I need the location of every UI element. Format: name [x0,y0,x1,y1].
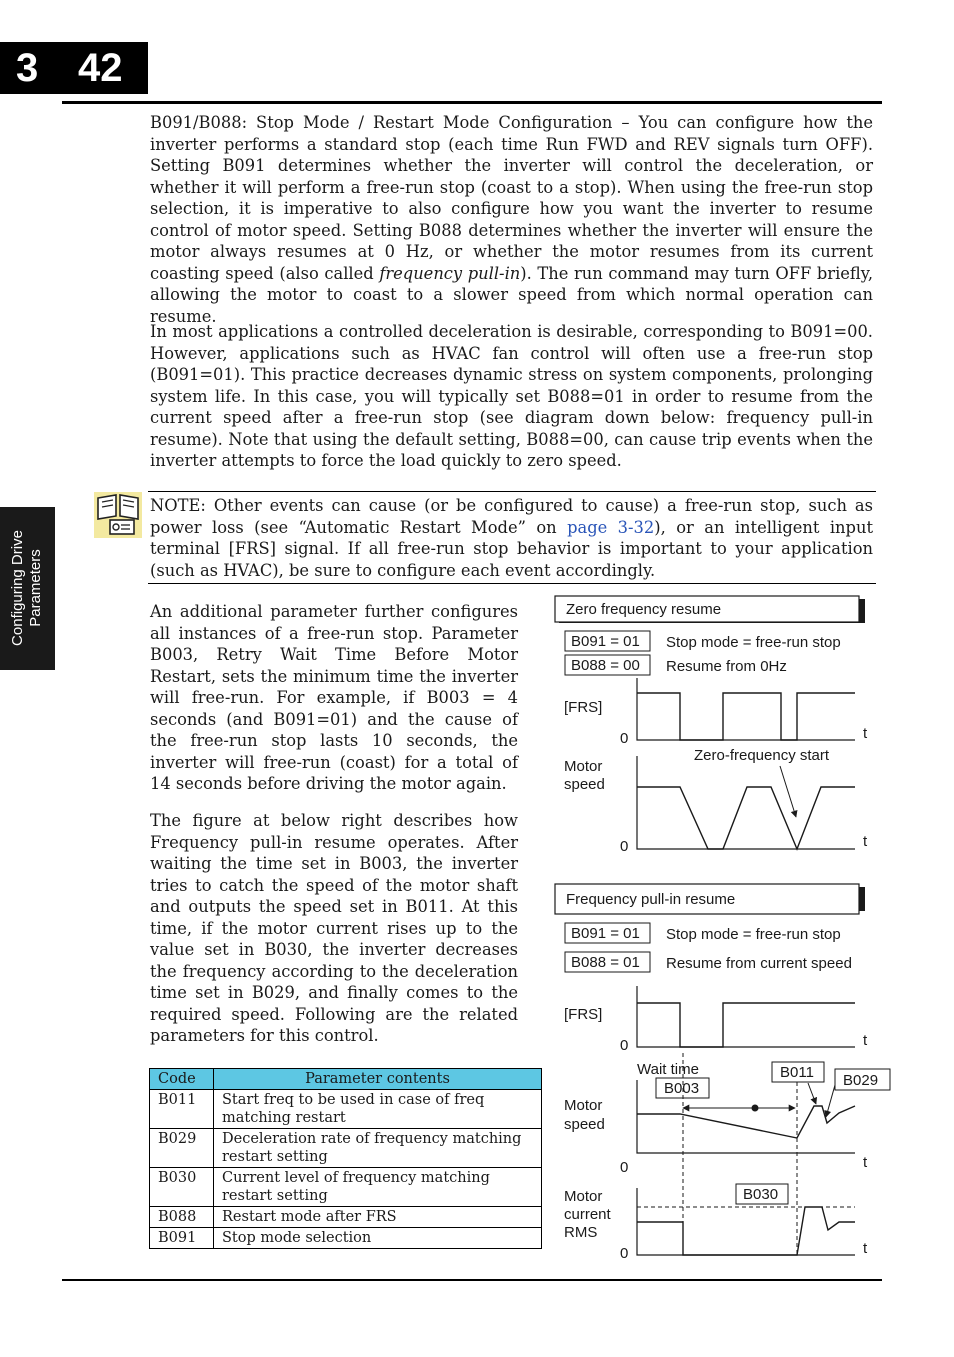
b030-label: B030 [743,1186,779,1203]
diagram2-desc2: Resume from current speed [666,955,852,972]
table-cell-contents: Deceleration rate of frequency matching restart setting [214,1129,542,1168]
diagram2-speed-t: t [863,1154,868,1171]
frs-axis [637,986,855,1047]
side-tab-line1: Configuring Drive [9,530,26,646]
table-cell-contents: Start freq to be used in case of freq matching restart [214,1090,542,1129]
table-cell-code: B091 [150,1228,214,1249]
table-header-contents: Parameter contents [214,1069,542,1090]
speed-curve [637,1106,855,1138]
diagram2-setting2: B088 = 01 [571,954,640,971]
diagram1-frs-t: t [863,725,868,742]
diagram1-frs-zero: 0 [620,730,629,747]
diagram2-frs-label: [FRS] [564,1006,603,1023]
footer-rule [62,1279,882,1281]
wait-arrow-dot [752,1105,759,1112]
diagram1-frs-label: [FRS] [564,699,603,716]
diagram1-annotation: Zero-frequency start [694,747,830,764]
paragraph-applications: In most applications a controlled deceleration is desirable, corresponding to B091=00. However, applications such as HVAC fan control will often use a free-run stop (B091=01). This practice decreases dynamic stress on system components, prolonging system life. In this case, you will typically set B088=01 in order to resume from the current speed after a free-run stop (see diagram down below: frequency pull-in resume). Note that using the default setting, B088=00, can cause trip events when the inverter attempts to force the load quickly to zero speed. [150,322,873,470]
diagram2-speed-zero: 0 [620,1159,629,1176]
frs-signal [637,693,855,740]
diagram1-speed-t: t [863,833,868,850]
diagram2-current-zero: 0 [620,1245,629,1262]
b011-label: B011 [780,1064,814,1081]
frs-signal [637,1003,855,1047]
paragraph-dash: – [612,113,639,132]
table-cell-code: B088 [150,1207,214,1228]
diagram2-speed-label: speed [564,1116,605,1133]
diagram1-setting2: B088 = 00 [571,657,640,674]
diagram2-motor-label: Motor [564,1097,603,1114]
diagram2-desc1: Stop mode = free-run stop [666,926,841,943]
diagram2-frs-t: t [863,1032,868,1049]
b029-label: B029 [843,1072,879,1089]
chapter-number: 3 [16,46,39,90]
note-text-b: ), or an intelligent input terminal [FRS] signal. If all free-run stop behavior is important to your application (such as HVAC), be sure to configure each event accordingly. [150,517,873,580]
table-cell-contents: Current level of frequency matching restart setting [214,1168,542,1207]
diagram1-desc2: Resume from 0Hz [666,658,787,675]
diagram1-speed-zero: 0 [620,838,629,855]
diagram2-motor-current-label1: Motor [564,1188,603,1205]
paragraph-italic-term: frequency pull-in [379,263,521,283]
table-header-code: Code [150,1069,214,1090]
diagram2-frs-zero: 0 [620,1037,629,1054]
diagram2-current-label: current [564,1206,611,1223]
diagram1-setting1: B091 = 01 [571,633,640,650]
diagram-frequency-pull-in-resume [555,884,890,1262]
diagram1-title: Zero frequency resume [566,601,722,618]
current-curve [637,1207,855,1255]
paragraph-pull-in-description: The figure at below right describes how Frequency pull-in resume operates. After waiting the time set in B003, the inverter tries to catch the speed of the motor shaft and outputs the speed set in B011. At this time, if the motor current rises up to the value set in B030, the inverter decreases the frequency according to the deceleration time set in B029, and finally comes to the required speed. Following are the related parameters for this control. [150,811,518,1045]
table-cell-code: B029 [150,1129,214,1168]
paragraph-body-b: ). The run command may turn OFF briefly, allowing the motor to coast to a slower speed from which normal operation can resume. [150,263,873,326]
diagram1-speed-label: speed [564,776,605,793]
table-cell-contents: Restart mode after FRS [214,1207,542,1228]
paragraph-retry-wait: An additional parameter further configures all instances of a free-run stop. Parameter B003, Retry Wait Time Before Motor Restart, sets the minimum time the inverter will free-run. For example, if B003 = 4 seconds (and B091=01) and the cause of the free-run stop lasts 10 seconds, the inverter will free-run (coast) for a total of 14 seconds before driving the motor again. [150,602,518,793]
paragraph-body-a: You can configure how the inverter performs a standard stop (each time Run FWD and REV signals turn OFF). Setting B091 determines whether the inverter will control the deceleration, or whether it will perform a free-run stop (coast to a stop). When using the free-run stop selection, it is imperative to also configure how you want the inverter to resume control of motor speed. Setting B088 determines whether the inverter will ensure the motor always resumes at 0 Hz, or whether the motor resumes from its current coasting speed (also called [150,113,873,283]
diagram2-setting1: B091 = 01 [571,925,640,942]
page-number: 42 [78,46,123,90]
note-text-a: : Other events can cause (or be configured to cause) a free-run stop, such as power loss (see “Automatic Restart Mode” on [150,496,873,537]
note-label: NOTE [150,496,201,515]
diagram-zero-frequency-resume [555,596,868,855]
wait-time-label: Wait time [637,1061,699,1078]
diagram2-title: Frequency pull-in resume [566,891,736,908]
table-cell-code: B030 [150,1168,214,1207]
paragraph-lead: B091/B088: Stop Mode / Restart Mode Configuration [150,113,613,132]
b011-arrow [808,1083,816,1104]
b003-label: B003 [664,1080,700,1097]
b029-arrow [826,1085,835,1117]
table-cell-contents: Stop mode selection [214,1228,542,1249]
speed-curve [637,787,855,849]
page-link[interactable]: page 3-32 [567,517,655,537]
diagram2-rms-label: RMS [564,1224,598,1241]
diagram1-motor-label: Motor [564,758,603,775]
diagram1-desc1: Stop mode = free-run stop [666,634,841,651]
diagram2-current-t: t [863,1240,868,1257]
side-tab-line2: Parameters [27,549,44,627]
frs-axis [637,678,855,740]
annotation-arrow [780,766,796,817]
table-cell-code: B011 [150,1090,214,1129]
speed-axis [637,756,855,849]
